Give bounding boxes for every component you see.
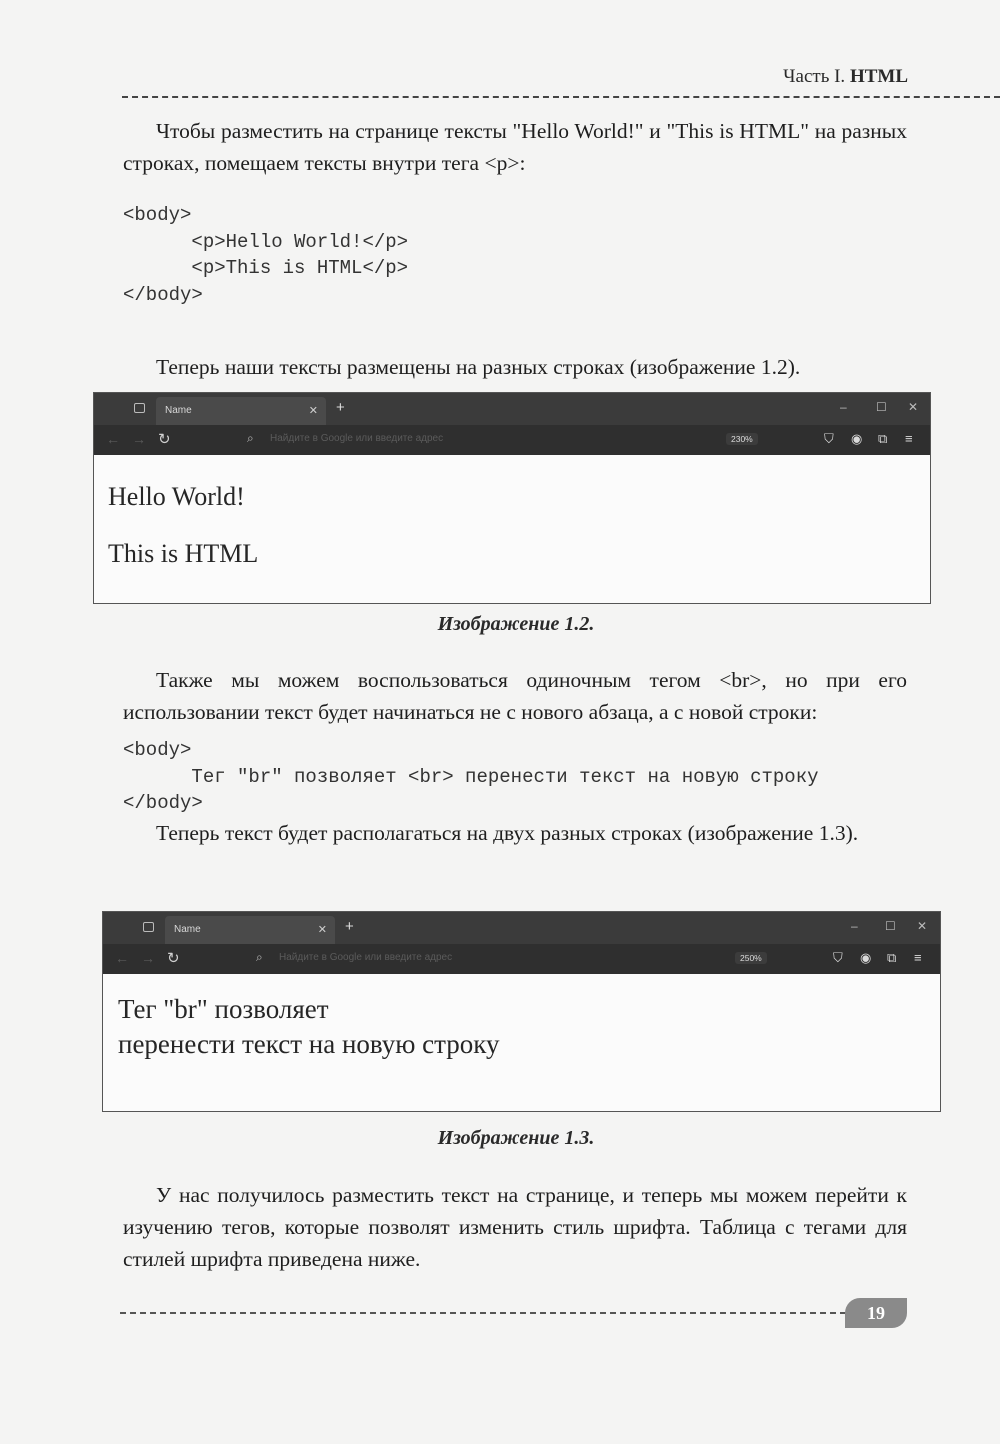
browser-window-figure-1-2 — [93, 392, 931, 604]
close-window-icon[interactable]: ✕ — [908, 400, 919, 414]
tab-list-icon[interactable] — [143, 922, 154, 932]
search-icon: ⌕ — [247, 431, 254, 445]
minimize-icon[interactable]: – — [851, 919, 858, 933]
browser-tab-bar — [103, 912, 940, 944]
part-label: Часть I. — [783, 66, 846, 87]
address-bar[interactable]: Найдите в Google или введите адрес — [270, 433, 444, 444]
code-line: <body> — [123, 739, 192, 761]
extensions-icon[interactable]: ⧉ — [878, 431, 888, 446]
back-arrow-icon[interactable]: ← — [115, 950, 129, 966]
reload-icon[interactable]: ↻ — [167, 950, 180, 967]
forward-arrow-icon[interactable]: → — [141, 950, 155, 966]
code-line: <body> — [123, 204, 192, 226]
maximize-icon[interactable]: ☐ — [885, 919, 896, 933]
code-block-p-tags — [123, 202, 408, 308]
header-divider — [122, 96, 1000, 98]
paragraph-result-1: Теперь наши тексты размещены на разных строках (изображение 1.2). — [156, 355, 801, 379]
running-head — [783, 66, 908, 88]
back-arrow-icon[interactable]: ← — [106, 431, 120, 447]
close-window-icon[interactable]: ✕ — [917, 919, 928, 933]
tab-label: Name — [174, 924, 201, 935]
pocket-icon[interactable]: ⛉ — [833, 950, 843, 965]
figure-caption-1-3: Изображение 1.3. — [437, 1127, 595, 1149]
close-tab-icon[interactable]: ✕ — [308, 405, 318, 417]
figure-caption-1-2: Изображение 1.2. — [437, 613, 595, 635]
menu-icon[interactable]: ≡ — [914, 950, 922, 965]
page-number: 19 — [845, 1298, 907, 1328]
browser-tab[interactable] — [165, 916, 335, 944]
code-line: Тег "br" позволяет <br> перенести текст на новую строку — [123, 765, 819, 788]
paragraph-result-2: Теперь текст будет располагаться на двух разных строках (изображение 1.3). — [156, 821, 859, 845]
browser-toolbar — [103, 944, 940, 974]
paragraph-intro: Чтобы разместить на странице тексты "Hello World!" и "This is HTML" на разных строках, помещаем тексты внутри тега <p>: — [123, 119, 907, 175]
browser-toolbar — [94, 425, 930, 455]
new-tab-icon[interactable]: + — [336, 399, 345, 416]
minimize-icon[interactable]: – — [840, 400, 847, 414]
browser-window-figure-1-3 — [102, 911, 941, 1112]
code-line: </body> — [123, 283, 203, 306]
account-icon[interactable]: ◉ — [860, 950, 872, 965]
browser-content — [103, 974, 940, 1111]
paragraph-conclusion: У нас получилось разместить текст на странице, и теперь мы можем перейти к изучению тегов, которые позволят изменить стиль шрифта. Таблица с тегами для стилей шрифта приведена ниже. — [123, 1183, 907, 1271]
part-title: HTML — [849, 66, 908, 87]
rendered-text-line: перенести текст на новую строку — [118, 1029, 500, 1059]
pocket-icon[interactable]: ⛉ — [824, 431, 834, 446]
zoom-indicator[interactable]: 250% — [735, 952, 767, 964]
browser-content — [94, 455, 930, 603]
rendered-text-line: Тег "br" позволяет — [118, 994, 329, 1024]
maximize-icon[interactable]: ☐ — [876, 400, 887, 414]
footer-divider — [120, 1312, 846, 1314]
browser-tab[interactable] — [156, 397, 326, 425]
zoom-indicator[interactable]: 230% — [726, 433, 758, 445]
code-line: </body> — [123, 792, 203, 814]
address-bar[interactable]: Найдите в Google или введите адрес — [279, 952, 453, 963]
search-icon: ⌕ — [256, 950, 263, 964]
browser-tab-bar — [94, 393, 930, 425]
close-tab-icon[interactable]: ✕ — [317, 924, 327, 936]
tab-list-icon[interactable] — [134, 403, 145, 413]
tab-label: Name — [165, 405, 192, 416]
code-line: <p>This is HTML</p> — [123, 257, 409, 279]
code-block-br-tag — [123, 737, 819, 817]
rendered-paragraph: This is HTML — [108, 539, 259, 568]
reload-icon[interactable]: ↻ — [158, 431, 171, 448]
paragraph-br-tag: Также мы можем воспользоваться одиночным тегом <br>, но при его использовании текст будет начинаться не с нового абзаца, а с новой строки: — [123, 668, 907, 724]
extensions-icon[interactable]: ⧉ — [887, 950, 897, 965]
menu-icon[interactable]: ≡ — [905, 431, 913, 446]
new-tab-icon[interactable]: + — [345, 918, 354, 935]
rendered-paragraph: Hello World! — [108, 482, 245, 511]
forward-arrow-icon[interactable]: → — [132, 431, 146, 447]
code-line: <p>Hello World!</p> — [123, 230, 409, 253]
account-icon[interactable]: ◉ — [851, 431, 863, 446]
